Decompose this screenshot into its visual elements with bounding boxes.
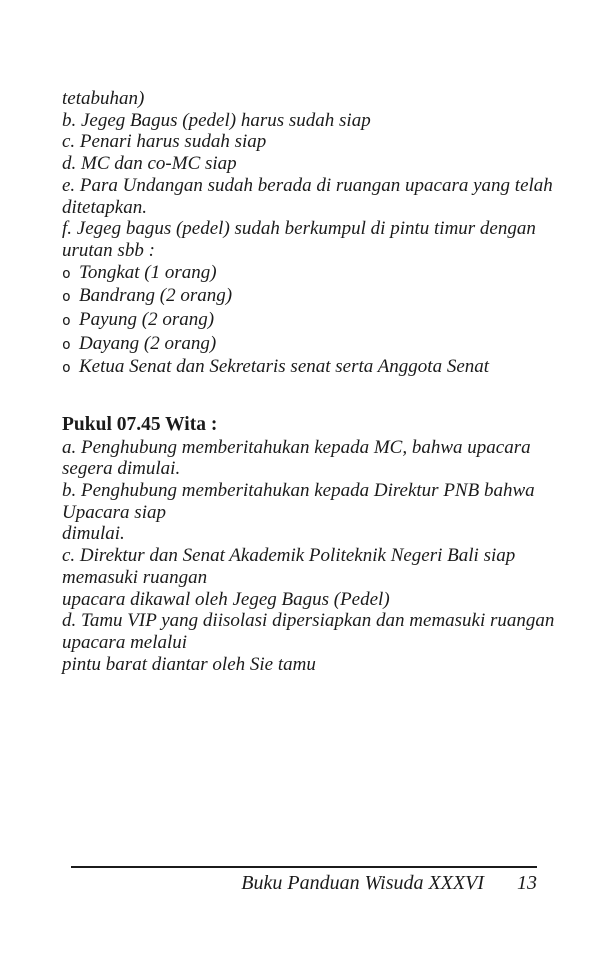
text-line: e. Para Undangan sudah berada di ruangan upacara yang telah	[62, 174, 553, 196]
text-line: f. Jegeg bagus (pedel) sudah berkumpul di pintu timur dengan	[62, 218, 536, 240]
text-line: b. Jegeg Bagus (pedel) harus sudah siap	[62, 109, 371, 131]
bullet-item	[62, 285, 572, 309]
bullet-text: Tongkat (1 orang)	[79, 261, 217, 283]
text-line: segera dimulai.	[62, 458, 181, 480]
page-footer	[71, 871, 537, 895]
text-line: d. MC dan co-MC siap	[62, 153, 237, 175]
text-line: c. Direktur dan Senat Akademik Politeknik Negeri Bali siap	[62, 545, 516, 567]
footer-book-title: Buku Panduan Wisuda XXXVI	[241, 872, 484, 894]
text-line: upacara dikawal oleh Jegeg Bagus (Pedel)	[62, 588, 390, 610]
text-line: pintu barat diantar oleh Sie tamu	[62, 653, 316, 675]
text-line: ditetapkan.	[62, 196, 147, 218]
bullet-marker: o	[62, 360, 71, 377]
bullet-item	[62, 333, 572, 357]
bullet-text: Ketua Senat dan Sekretaris senat serta Anggota Senat	[79, 356, 490, 378]
bullet-marker: o	[62, 265, 71, 282]
text-line: upacara melalui	[62, 631, 188, 653]
bullet-item	[62, 356, 572, 380]
text-line: c. Penari harus sudah siap	[62, 131, 267, 153]
text-line: a. Penghubung memberitahukan kepada MC, bahwa upacara	[62, 436, 531, 458]
bullet-item	[62, 262, 572, 286]
text-line: dimulai.	[62, 523, 125, 545]
bullet-marker: o	[62, 336, 71, 353]
text-line: b. Penghubung memberitahukan kepada Direktur PNB bahwa	[62, 480, 535, 502]
text-line: memasuki ruangan	[62, 566, 208, 588]
text-line: urutan sbb :	[62, 239, 155, 261]
footer-page-number: 13	[517, 872, 537, 894]
text-line: Upacara siap	[62, 501, 166, 523]
bullet-marker: o	[62, 313, 71, 330]
bullet-text: Payung (2 orang)	[79, 309, 215, 331]
page-content	[62, 88, 572, 675]
bullet-text: Bandrang (2 orang)	[79, 285, 233, 307]
section-heading: Pukul 07.45 Wita :	[62, 414, 218, 436]
footer-rule	[71, 866, 537, 868]
bullet-item	[62, 309, 572, 333]
bullet-text: Dayang (2 orang)	[79, 332, 217, 354]
bullet-marker: o	[62, 289, 71, 306]
text-line: tetabuhan)	[62, 88, 145, 109]
text-line: d. Tamu VIP yang diisolasi dipersiapkan dan memasuki ruangan	[62, 610, 555, 632]
